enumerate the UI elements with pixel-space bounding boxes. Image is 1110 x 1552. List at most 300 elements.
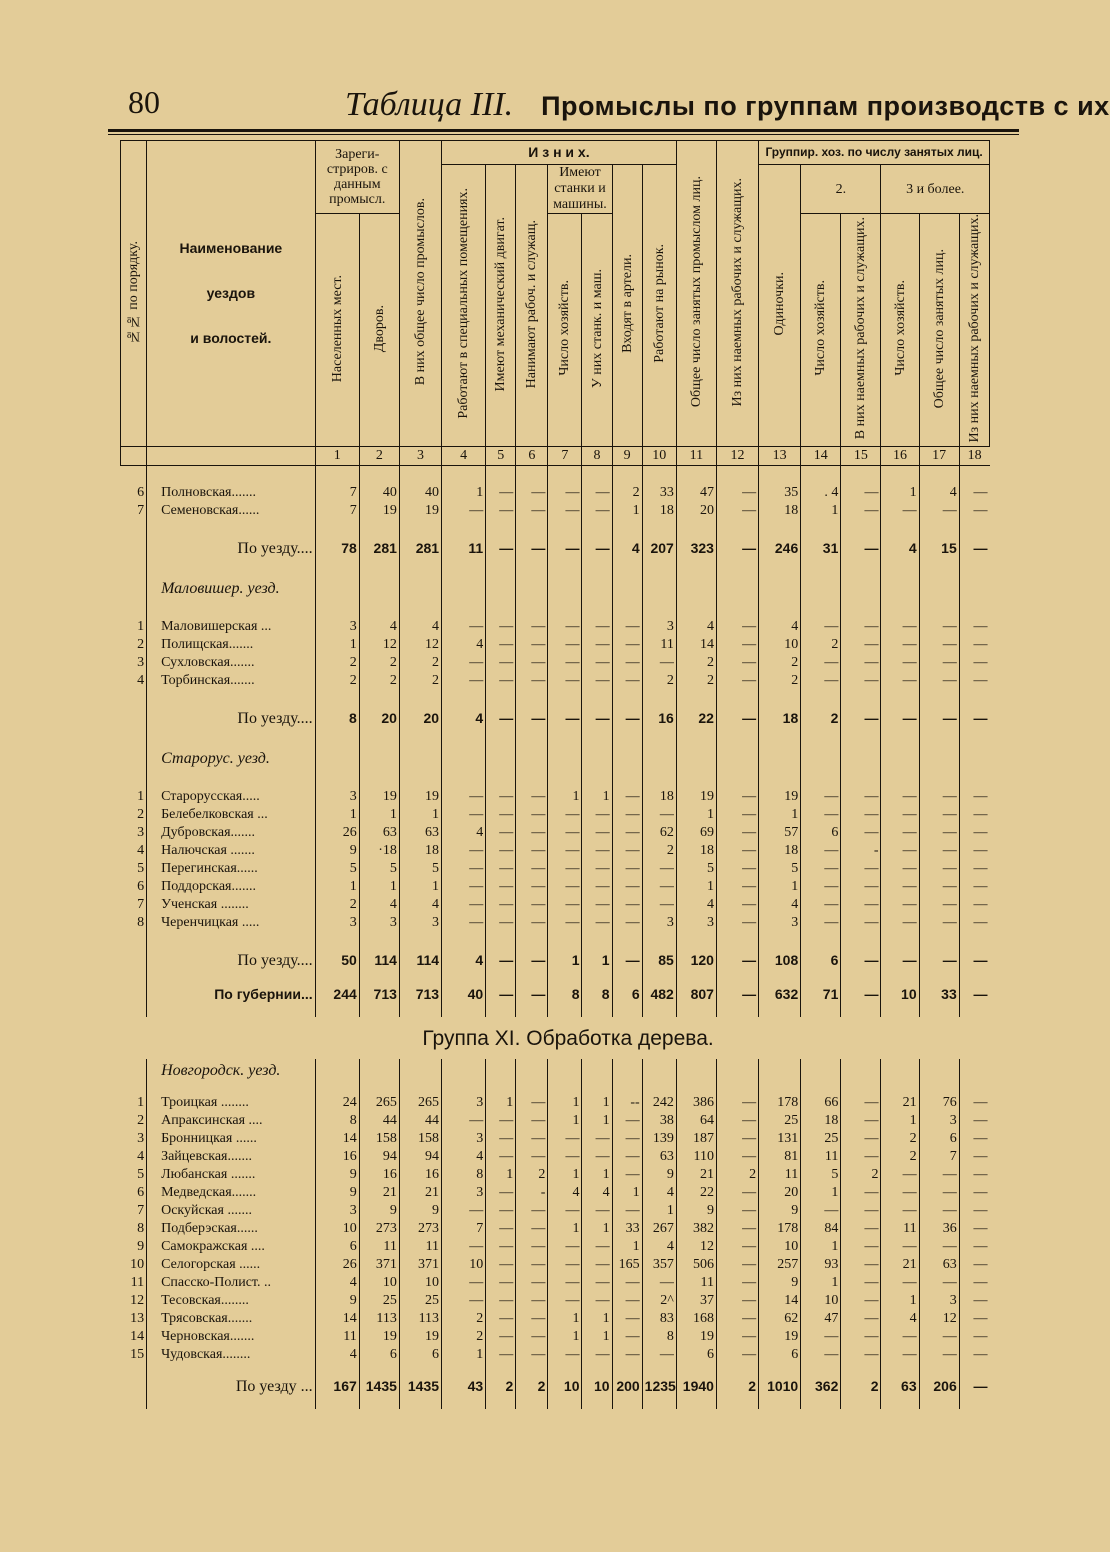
section-cell [881,577,919,599]
spacer-cell [676,519,716,537]
row-value: 2 [841,1375,881,1397]
row-value: — [881,617,919,635]
row-value: — [919,1327,959,1345]
row-value: — [881,895,919,913]
spacer-cell [612,729,642,747]
row-value: — [716,1255,758,1273]
row-value: 1 [315,635,359,653]
row-value: 8 [442,1165,486,1183]
row-value: — [548,1255,582,1273]
row-value: — [881,823,919,841]
row-value: 323 [676,537,716,559]
spacer-cell [121,519,147,537]
row-value: 178 [759,1093,801,1111]
spacer-cell [516,465,548,483]
row-value: 4 [359,895,399,913]
spacer-cell [759,559,801,577]
row-value: 4 [442,823,486,841]
row-value: 16 [399,1165,441,1183]
spacer-cell [919,599,959,617]
col-number-cell: 6 [516,447,548,466]
total-row [121,983,990,1005]
row-value: 1 [881,483,919,501]
row-value: — [841,1147,881,1165]
spacer-cell [359,931,399,949]
spacer-cell [516,1081,548,1093]
row-value: — [841,1111,881,1129]
spacer-cell [359,559,399,577]
section-cell [359,747,399,769]
section-cell [759,747,801,769]
row-name: Зайцевская....... [147,1147,316,1165]
col-number-cell: 15 [841,447,881,466]
row-value: 1 [759,805,801,823]
row-value: — [841,1345,881,1363]
row-value: 242 [642,1093,676,1111]
spacer-cell [642,971,676,983]
row-value: 1 [582,949,612,971]
row-value: — [516,1291,548,1309]
row-value: — [548,823,582,841]
spacer-row [121,599,990,617]
row-value: 357 [642,1255,676,1273]
spacer-cell [759,689,801,707]
row-value: 9 [315,841,359,859]
row-value: — [486,1219,516,1237]
row-value: 78 [315,537,359,559]
row-value: — [486,913,516,931]
row-value: — [582,653,612,671]
row-value: — [516,1327,548,1345]
spacer-cell [642,689,676,707]
spacer-cell [759,931,801,949]
row-value: 2 [642,841,676,859]
row-value: — [881,671,919,689]
section-cell [919,577,959,599]
spacer-cell [147,971,316,983]
spacer-cell [801,1397,841,1409]
row-value: — [516,1345,548,1363]
row-value: — [881,653,919,671]
spacer-cell [716,729,758,747]
row-value: 9 [642,1165,676,1183]
spacer-row [121,519,990,537]
section-cell [612,747,642,769]
row-value: — [841,983,881,1005]
spacer-cell [612,559,642,577]
row-value: 6 [315,1237,359,1255]
col-number-cell: 3 [399,447,441,466]
row-value: 6 [919,1129,959,1147]
spacer-cell [442,599,486,617]
spacer-cell [642,559,676,577]
section-cell [959,747,989,769]
row-value: 3 [759,913,801,931]
row-value: 1 [486,1165,516,1183]
row-index: 2 [137,806,145,822]
row-value: — [801,895,841,913]
row-index: 6 [137,878,145,894]
row-value: — [881,877,919,895]
spacer-row [121,1397,990,1409]
row-name: Семеновская...... [147,501,316,519]
row-value: 713 [399,983,441,1005]
header-of-them: И з н и х. [442,141,677,165]
row-value: — [516,805,548,823]
section-cell [919,747,959,769]
table-row [121,1291,990,1309]
row-value: — [841,653,881,671]
total-row [121,1375,990,1397]
row-value: 113 [359,1309,399,1327]
table-row [121,1093,990,1111]
row-value: — [881,1345,919,1363]
row-value: 2 [881,1129,919,1147]
row-value: 2 [801,635,841,653]
section-cell [359,1059,399,1081]
spacer-cell [486,1397,516,1409]
row-value: — [881,707,919,729]
row-value: 10 [881,983,919,1005]
row-value: — [612,671,642,689]
row-value: — [919,1345,959,1363]
row-name: Перегинская...... [147,859,316,877]
spacer-cell [516,769,548,787]
row-index: 12 [130,1292,145,1308]
row-value: — [801,671,841,689]
spacer-cell [315,599,359,617]
row-name: Бронницкая ...... [147,1129,316,1147]
row-name: Полищская....... [147,635,316,653]
row-value: - [841,841,881,859]
row-value: 4 [442,635,486,653]
row-value: 3 [919,1111,959,1129]
spacer-cell [612,1397,642,1409]
row-value: — [841,787,881,805]
col-number-cell: 18 [959,447,989,466]
row-value: — [582,823,612,841]
row-value: — [442,1237,486,1255]
row-value: — [548,635,582,653]
row-value: — [959,653,989,671]
row-value: — [716,1183,758,1201]
row-value: 7 [919,1147,959,1165]
section-cell [582,1059,612,1081]
row-name: Белебелковская ... [147,805,316,823]
row-value: — [716,1129,758,1147]
row-value: 10 [315,1219,359,1237]
spacer-cell [881,971,919,983]
row-value: — [801,805,841,823]
row-value: 273 [359,1219,399,1237]
row-value: — [486,1327,516,1345]
row-value: 40 [399,483,441,501]
row-value: 1 [315,877,359,895]
spacer-cell [676,769,716,787]
spacer-cell [881,599,919,617]
row-value: 807 [676,983,716,1005]
spacer-cell [147,769,316,787]
row-value: — [582,483,612,501]
spacer-cell [612,1005,642,1017]
row-value: — [959,483,989,501]
row-value: — [516,895,548,913]
row-index: 7 [137,502,145,518]
row-value: — [516,501,548,519]
row-value: 3 [676,913,716,931]
crafts-table [120,140,990,1409]
row-value: — [841,1309,881,1327]
row-value: 1235 [642,1375,676,1397]
section-cell [315,747,359,769]
row-value: — [959,537,989,559]
row-value: 25 [801,1129,841,1147]
spacer-cell [147,465,316,483]
col-number-cell [147,447,316,466]
spacer-row [121,769,990,787]
row-value: — [612,1201,642,1219]
section-cell [548,1059,582,1081]
header-places: Населенных мест. [315,214,359,447]
row-value: 20 [399,707,441,729]
row-value: — [959,823,989,841]
spacer-cell [359,971,399,983]
section-cell [881,1059,919,1081]
col-number-cell: 11 [676,447,716,466]
row-value: — [716,707,758,729]
row-name: Полновская....... [147,483,316,501]
row-value: 1010 [759,1375,801,1397]
row-name: По уезду.... [147,949,316,971]
row-value: — [516,787,548,805]
row-index [121,707,147,729]
row-value: 1 [801,1273,841,1291]
row-value: — [716,537,758,559]
spacer-cell [716,1005,758,1017]
row-value: — [841,1093,881,1111]
spacer-cell [801,559,841,577]
spacer-cell [841,559,881,577]
row-value: 66 [801,1093,841,1111]
row-value: 506 [676,1255,716,1273]
spacer-cell [442,971,486,983]
spacer-cell [548,769,582,787]
spacer-cell [642,465,676,483]
row-value: 1 [486,1093,516,1111]
row-name: Любанская ....... [147,1165,316,1183]
row-value: — [959,1327,989,1345]
row-value: — [841,1183,881,1201]
spacer-cell [548,1081,582,1093]
row-value: — [716,501,758,519]
row-value: 2 [841,1165,881,1183]
row-value: 371 [399,1255,441,1273]
table-row [121,671,990,689]
row-name: Медведская....... [147,1183,316,1201]
row-value: 19 [676,787,716,805]
page-number: 80 [128,84,160,120]
row-value: — [442,1291,486,1309]
spacer-cell [612,971,642,983]
row-value: — [716,1093,758,1111]
row-index: 10 [130,1256,145,1272]
spacer-cell [399,599,441,617]
spacer-cell [147,729,316,747]
row-name: Троицкая ........ [147,1093,316,1111]
row-value: 2 [442,1327,486,1345]
row-value: — [959,787,989,805]
row-value: 114 [359,949,399,971]
row-value: — [582,913,612,931]
spacer-row [121,1081,990,1093]
row-value: 4 [759,895,801,913]
row-value: — [486,1129,516,1147]
spacer-cell [359,1005,399,1017]
row-value: 482 [642,983,676,1005]
header-g2: 2. [801,165,881,214]
row-value: — [516,1111,548,1129]
row-value: — [548,859,582,877]
row-value: — [582,877,612,895]
row-value: 9 [759,1273,801,1291]
row-value: — [486,787,516,805]
row-value: — [486,635,516,653]
row-value: — [881,1183,919,1201]
row-value: 83 [642,1309,676,1327]
row-value: — [841,1255,881,1273]
spacer-cell [676,729,716,747]
row-value: 4 [881,1309,919,1327]
row-value: — [486,1237,516,1255]
row-value: 244 [315,983,359,1005]
row-value: — [841,949,881,971]
spacer-cell [516,519,548,537]
row-value: 4 [582,1183,612,1201]
col-number-cell: 5 [486,447,516,466]
spacer-cell [881,769,919,787]
section-cell [399,747,441,769]
row-value: — [486,707,516,729]
spacer-cell [642,1397,676,1409]
spacer-cell [841,1397,881,1409]
row-value: 19 [676,1327,716,1345]
row-value: — [548,1291,582,1309]
row-value: 3 [315,913,359,931]
row-value: — [801,1201,841,1219]
row-value: 4 [548,1183,582,1201]
row-value: — [881,913,919,931]
row-value: 8 [315,707,359,729]
row-value: — [716,1273,758,1291]
row-value: 4 [612,537,642,559]
row-value: — [716,913,758,931]
row-value: — [548,1237,582,1255]
row-value: — [548,537,582,559]
row-value: — [801,877,841,895]
row-value: 19 [759,1327,801,1345]
row-value: 2 [801,707,841,729]
row-value: 81 [759,1147,801,1165]
row-value: 76 [919,1093,959,1111]
row-value: 1 [548,787,582,805]
spacer-cell [841,931,881,949]
row-value: — [486,1309,516,1327]
row-value: — [716,1147,758,1165]
section-cell [676,577,716,599]
page-title [345,86,1110,124]
row-value: 7 [315,501,359,519]
row-value: — [612,913,642,931]
row-value: — [582,1237,612,1255]
row-value: 2 [676,671,716,689]
row-value: — [919,823,959,841]
row-value: — [516,877,548,895]
row-value: 18 [759,707,801,729]
row-value: 2 [759,671,801,689]
row-value: 7 [442,1219,486,1237]
row-value: 3 [442,1129,486,1147]
row-value: 19 [759,787,801,805]
row-value: — [612,841,642,859]
row-value: — [516,949,548,971]
row-value: 386 [676,1093,716,1111]
row-value: — [442,877,486,895]
row-index: 7 [137,896,145,912]
spacer-cell [801,1081,841,1093]
spacer-cell [841,1005,881,1017]
row-index: 1 [137,618,145,634]
row-name: Апраксинская .... [147,1111,316,1129]
section-cell [759,577,801,599]
row-value: 1 [442,483,486,501]
row-value: 25 [359,1291,399,1309]
header-machines: У них станк. и маш. [582,214,612,447]
row-value: — [919,1183,959,1201]
row-value: — [582,635,612,653]
row-value: — [959,1273,989,1291]
row-value: 2 [315,671,359,689]
spacer-row [121,971,990,983]
row-value: — [486,983,516,1005]
section-heading: Маловишер. уезд. [147,577,316,599]
section-cell [716,747,758,769]
row-value: 1 [881,1291,919,1309]
spacer-cell [919,1397,959,1409]
row-value: 5 [676,859,716,877]
spacer-cell [676,971,716,983]
spacer-cell [841,689,881,707]
spacer-cell [759,971,801,983]
row-value: 10 [582,1375,612,1397]
row-value: — [716,1201,758,1219]
row-value: — [959,949,989,971]
row-name: Тесовская........ [147,1291,316,1309]
row-value: — [919,913,959,931]
row-value: 11 [315,1327,359,1345]
row-name: Маловишерская ... [147,617,316,635]
section-cell [486,747,516,769]
section-heading-row [121,577,990,599]
row-value: 6 [612,983,642,1005]
row-value: — [582,537,612,559]
spacer-cell [516,971,548,983]
header-col-no: №№ по порядку. [121,141,147,447]
spacer-cell [486,1005,516,1017]
row-value: — [516,671,548,689]
spacer-cell [486,971,516,983]
spacer-row [121,1005,990,1017]
row-value: — [881,1237,919,1255]
